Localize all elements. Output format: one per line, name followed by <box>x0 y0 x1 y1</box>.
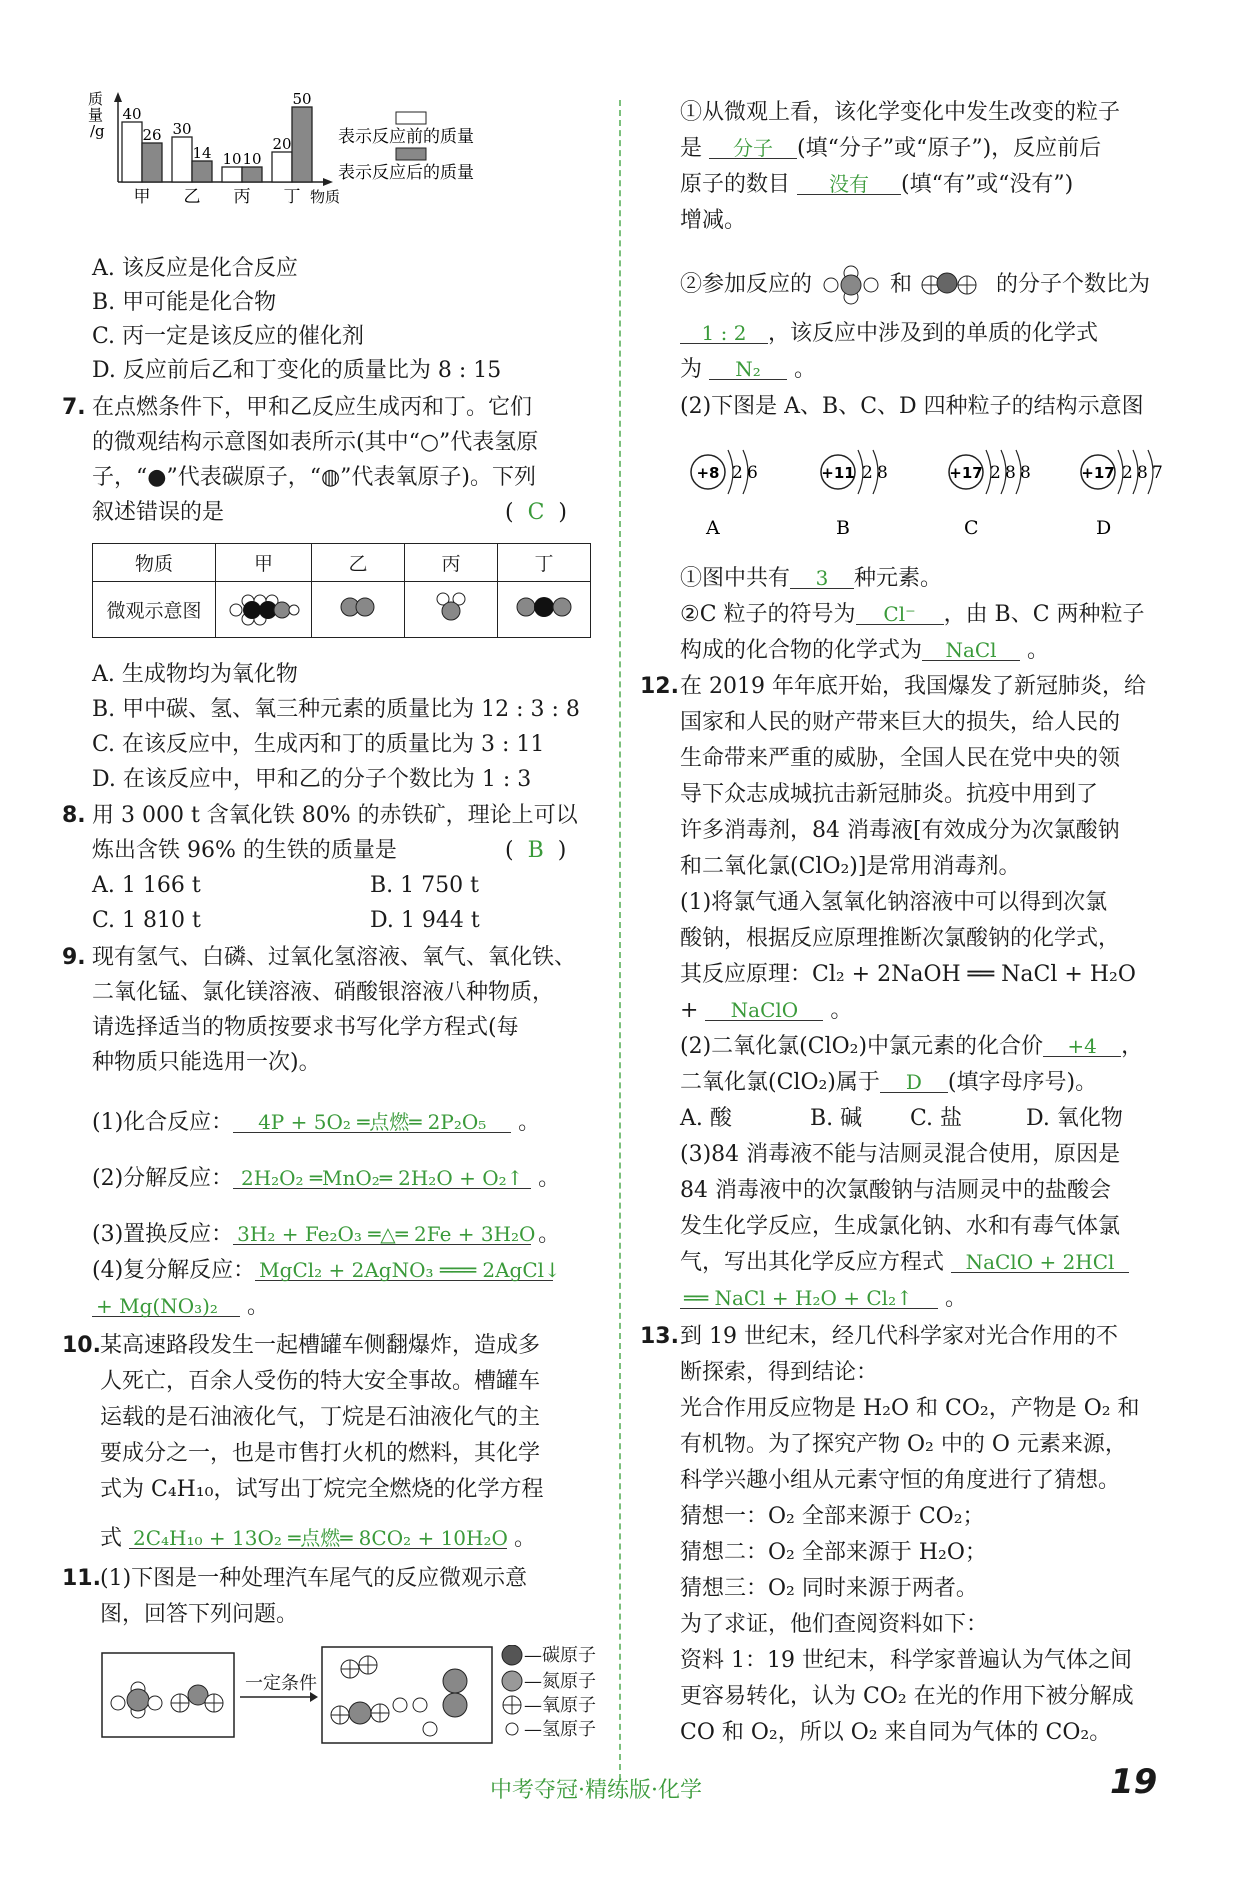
q12-line: (1)将氯气通入氢氧化钠溶液中可以得到次氯 <box>680 890 1108 915</box>
q11-ans-symbol: Cl⁻ <box>856 604 944 625</box>
q10-line: 某高速路段发生一起槽罐车侧翻爆炸，造成多 <box>100 1333 541 1358</box>
q9-answer-3: 3H₂ + Fe₂O₃ ═△═ 2Fe + 3H₂O <box>233 1224 531 1245</box>
electron-count: 2 <box>1122 463 1133 483</box>
q11-s2-line2: 构成的化合物的化学式为 NaCl 。 <box>680 638 1050 663</box>
q13-line: 光合作用反应物是 H₂O 和 CO₂，产物是 O₂ 和 <box>680 1396 1140 1421</box>
column-divider <box>619 100 621 1780</box>
q12-p3-line: 发生化学反应，生成氯化钠、水和有毒气体氯 <box>680 1214 1121 1239</box>
legend-after: 表示反应后的质量 <box>338 163 474 183</box>
q11-reaction-diagram <box>100 1645 600 1765</box>
legend-nitrogen: —氮原子 <box>524 1671 596 1692</box>
q8-option-a: A. 1 166 t <box>92 873 201 898</box>
table-header: 乙 <box>312 544 405 582</box>
data-label-before: 10 <box>222 150 242 168</box>
molecule-ding <box>498 582 591 638</box>
q11-line: 图，回答下列问题。 <box>100 1602 299 1627</box>
data-label-before: 40 <box>122 105 142 123</box>
category-label: 丁 <box>283 187 301 207</box>
q11-s1: ①图中共有 3 种元素。 <box>680 566 943 591</box>
q12-ans-valence: +4 <box>1043 1036 1121 1057</box>
q9-answer-2: 2H₂O₂ ═MnO₂═ 2H₂O + O₂↑ <box>233 1168 531 1189</box>
q12-line: 其反应原理：Cl₂ + 2NaOH ══ NaCl + H₂O <box>680 962 1136 987</box>
q12-p3-answer-line2: ══ NaCl + H₂O + Cl₂↑ 。 <box>680 1288 967 1310</box>
q7-option-a: A. 生成物均为氧化物 <box>92 662 298 687</box>
category-label: 甲 <box>133 187 151 207</box>
y-axis-label: 质 <box>88 90 104 108</box>
q11-p2-line: ②参加反应的 和 的分子个数比为 <box>680 265 1150 305</box>
legend-oxygen: —氧原子 <box>524 1695 596 1716</box>
q8-line: 炼出含铁 96% 的生铁的质量是 <box>92 838 397 863</box>
bar-before <box>122 122 142 182</box>
electron-count: 2 <box>990 463 1001 483</box>
data-label-after: 50 <box>292 90 312 108</box>
q9-line: 种物质只能选用一次)。 <box>92 1050 321 1075</box>
q10-line: 运载的是石油液化气，丁烷是石油液化气的主 <box>100 1405 541 1430</box>
q12-line: 酸钠，根据反应原理推断次氯酸钠的化学式， <box>680 926 1121 951</box>
q11-s2: ②C 粒子的符号为 Cl⁻ ，由 B、C 两种粒子 <box>680 602 1145 627</box>
q12-p3-last: 气，写出其化学反应方程式 NaClO + 2HCl <box>680 1252 1129 1274</box>
q8-number: 8. <box>62 803 86 828</box>
q11-p1-line4: 增减。 <box>680 208 747 233</box>
bar-before <box>272 152 292 182</box>
page-number: 19 <box>1110 1762 1158 1802</box>
q11-line: (1)下图是一种处理汽车尾气的反应微观示意 <box>100 1566 528 1591</box>
q9-item-3: (3)置换反应： 3H₂ + Fe₂O₃ ═△═ 2Fe + 3H₂O 。 <box>92 1222 561 1247</box>
q13-number: 13. <box>640 1324 679 1349</box>
q8-option-c: C. 1 810 t <box>92 908 201 933</box>
molecule-yi <box>312 582 405 638</box>
q12-ans-equation-1: NaClO + 2HCl <box>951 1252 1129 1273</box>
atom-structure-diagram <box>680 430 1200 540</box>
q13-line: CO 和 O₂，所以 O₂ 来自同为气体的 CO₂。 <box>680 1720 1112 1745</box>
nucleus-charge: +8 <box>696 464 720 482</box>
nucleus-charge: +17 <box>1081 464 1115 482</box>
table-header: 丙 <box>405 544 498 582</box>
bar-before <box>222 167 242 182</box>
table-header: 丁 <box>498 544 591 582</box>
electron-count: 8 <box>1137 463 1148 483</box>
nucleus-charge: +11 <box>821 464 855 482</box>
q13-line: 有机物。为了探究产物 O₂ 中的 O 元素来源， <box>680 1432 1127 1457</box>
q10-answer-line: 式 2C₄H₁₀ + 13O₂ ═点燃═ 8CO₂ + 10H₂O 。 <box>100 1526 537 1551</box>
legend-swatch-after <box>396 148 426 160</box>
q10-line: 式为 C₄H₁₀，试写出丁烷完全燃烧的化学方程 <box>100 1477 544 1502</box>
q8-option-b: B. 1 750 t <box>370 873 479 898</box>
q7-option-d: D. 在该反应中，甲和乙的分子个数比为 1 : 3 <box>92 767 532 792</box>
q7-option-b: B. 甲中碳、氢、氧三种元素的质量比为 12 : 3 : 8 <box>92 697 580 722</box>
q13-line: 猜想三：O₂ 同时来源于两者。 <box>680 1576 978 1601</box>
q7-line: 的微观结构示意图如表所示(其中“○”代表氢原 <box>92 430 539 455</box>
q11-p1-line3: 原子的数目 没有 (填“有”或“没有”) <box>680 172 1074 197</box>
q11-ans-count: 没有 <box>797 174 901 195</box>
q13-line: 更容易转化，认为 CO₂ 在光的作用下被分解成 <box>680 1684 1134 1709</box>
bar-after <box>142 143 162 182</box>
category-label: 乙 <box>183 187 201 207</box>
bar-before <box>172 137 192 182</box>
q6-option-a: A. 该反应是化合反应 <box>92 256 298 281</box>
electron-count: 8 <box>877 463 888 483</box>
table-row-label: 微观示意图 <box>93 582 216 638</box>
q6-option-c: C. 丙一定是该反应的催化剂 <box>92 324 365 349</box>
atom-label: B <box>836 517 850 539</box>
q6-option-b: B. 甲可能是化合物 <box>92 290 277 315</box>
q11-part2: (2)下图是 A、B、C、D 四种粒子的结构示意图 <box>680 394 1144 419</box>
q7-option-c: C. 在该反应中，生成丙和丁的质量比为 3 : 11 <box>92 732 545 757</box>
data-label-before: 30 <box>172 120 192 138</box>
q12-p2: (2)二氧化氯(ClO₂)中氯元素的化合价 +4 ， <box>680 1034 1144 1059</box>
bar-after <box>192 161 212 182</box>
q12-ans-naclo: NaClO <box>705 1000 823 1021</box>
q7-line: 叙述错误的是 <box>92 500 225 525</box>
q11-p2-line2: 1 : 2 ，该反应中涉及到的单质的化学式 <box>680 323 1098 345</box>
mass-bar-chart <box>80 90 600 240</box>
q12-option-a: A. 酸 <box>680 1106 732 1131</box>
q12-line: 生命带来严重的威胁，全国人民在党中央的领 <box>680 746 1121 771</box>
q11-p2-line3: 为 N₂ 。 <box>680 357 817 382</box>
q12-p2-line2: 二氧化氯(ClO₂)属于 D (填字母序号)。 <box>680 1070 1098 1095</box>
y-axis-label: 量 <box>88 106 104 124</box>
q9-line: 请选择适当的物质按要求书写化学方程式(每 <box>92 1015 519 1040</box>
q11-ans-ratio: 1 : 2 <box>680 323 768 344</box>
q8-answer-bracket: ( B ) <box>505 838 567 863</box>
q13-line: 资料 1：19 世纪末，科学家普遍认为气体之间 <box>680 1648 1132 1673</box>
x-axis-label: 物质 <box>310 188 341 206</box>
q7-number: 7. <box>62 395 86 420</box>
q11-ans-formula: NaCl <box>922 640 1020 661</box>
table-header: 物质 <box>93 544 216 582</box>
q12-line: 许多消毒剂，84 消毒液[有效成分为次氯酸钠 <box>680 818 1120 843</box>
q8-option-d: D. 1 944 t <box>370 908 480 933</box>
q13-line: 猜想一：O₂ 全部来源于 CO₂； <box>680 1504 985 1529</box>
x-axis-arrow <box>323 178 333 186</box>
q10-line: 要成分之一，也是市售打火机的燃料，其化学 <box>100 1441 541 1466</box>
table-header: 甲 <box>216 544 312 582</box>
category-label: 丙 <box>233 187 251 207</box>
electron-count: 8 <box>1020 463 1031 483</box>
legend-swatch-before <box>396 112 426 124</box>
q11-p1-line: ①从微观上看，该化学变化中发生改变的粒子 <box>680 100 1121 125</box>
q9-item-4: (4)复分解反应： MgCl₂ + 2AgNO₃ ═══ 2AgCl↓ <box>92 1258 561 1283</box>
q12-line: 在 2019 年年底开始，我国爆发了新冠肺炎，给 <box>680 674 1146 699</box>
legend-carbon: —碳原子 <box>524 1645 596 1666</box>
q12-line: 导下众志成城抗击新冠肺炎。抗疫中用到了 <box>680 782 1099 807</box>
bar-after <box>242 167 262 182</box>
data-label-after: 14 <box>192 144 212 162</box>
q8-answer: B <box>527 838 544 863</box>
q7-answer: C <box>527 500 545 525</box>
q12-line: 和二氧化氯(ClO₂)]是常用消毒剂。 <box>680 854 1021 879</box>
q11-p1-line2: 是 分子 (填“分子”或“原子”)，反应前后 <box>680 136 1102 161</box>
electron-count: 8 <box>1005 463 1016 483</box>
q7-line: 子，“●”代表碳原子，“◍”代表氧原子)。下列 <box>92 465 536 490</box>
q9-line: 现有氢气、白磷、过氧化氢溶液、氧气、氧化铁、 <box>92 945 577 970</box>
arrow-label: 一定条件 <box>245 1673 317 1694</box>
q13-line: 到 19 世纪末，经几代科学家对光合作用的不 <box>680 1324 1118 1349</box>
data-label-after: 10 <box>242 150 262 168</box>
q12-option-d: D. 氧化物 <box>1026 1106 1123 1131</box>
q11-number: 11. <box>62 1566 101 1591</box>
q9-line: 二氧化锰、氯化镁溶液、硝酸银溶液八种物质， <box>92 980 555 1005</box>
q12-ans-equation-2: ══ NaCl + H₂O + Cl₂↑ <box>680 1288 938 1309</box>
footer-series: 中考夺冠·精练版·化学 <box>490 1778 702 1803</box>
atom-label: D <box>1096 517 1112 539</box>
q12-p3-line: 84 消毒液中的次氯酸钠与洁厕灵中的盐酸会 <box>680 1178 1111 1203</box>
molecule-bing <box>405 582 498 638</box>
q11-ans-molecule: 分子 <box>709 138 797 159</box>
q13-line: 为了求证，他们查阅资料如下： <box>680 1612 989 1637</box>
electron-count: 2 <box>862 463 873 483</box>
q9-item-2: (2)分解反应： 2H₂O₂ ═MnO₂═ 2H₂O + O₂↑ 。 <box>92 1166 561 1191</box>
q12-p3-line: (3)84 消毒液不能与洁厕灵混合使用，原因是 <box>680 1142 1121 1167</box>
atom-label: C <box>964 517 979 539</box>
data-label-before: 20 <box>272 135 292 153</box>
q13-line: 科学兴趣小组从元素守恒的角度进行了猜想。 <box>680 1468 1121 1493</box>
q11-ans-element: N₂ <box>709 359 787 380</box>
q9-number: 9. <box>62 945 86 970</box>
molecule-jia <box>216 582 312 638</box>
q13-line: 猜想二：O₂ 全部来源于 H₂O； <box>680 1540 987 1565</box>
q10-number: 10. <box>62 1333 101 1358</box>
q9-item-4-cont: + Mg(NO₃)₂ 。 <box>92 1296 269 1318</box>
atom-label: A <box>706 517 720 539</box>
q12-line: 国家和人民的财产带来巨大的损失，给人民的 <box>680 710 1121 735</box>
legend-hydrogen: —氢原子 <box>524 1719 596 1740</box>
q12-number: 12. <box>640 674 679 699</box>
molecule-reactant-2 <box>919 270 989 300</box>
q10-line: 人死亡，百余人受伤的特大安全事故。槽罐车 <box>100 1369 541 1394</box>
electron-count: 6 <box>747 463 758 483</box>
q7-line: 在点燃条件下，甲和乙反应生成丙和丁。它们 <box>92 395 533 420</box>
q7-molecule-table <box>92 543 591 638</box>
q9-item-1: (1)化合反应： 4P + 5O₂ ═点燃═ 2P₂O₅ 。 <box>92 1110 541 1135</box>
q11-ans-elements: 3 <box>790 568 854 589</box>
y-axis-arrow <box>114 92 122 102</box>
electron-count: 2 <box>732 463 743 483</box>
q9-answer-1: 4P + 5O₂ ═点燃═ 2P₂O₅ <box>233 1112 511 1133</box>
data-label-after: 26 <box>142 126 162 144</box>
q12-ans-category: D <box>880 1072 948 1093</box>
q12-option-c: C. 盐 <box>910 1106 963 1131</box>
q13-line: 断探索，得到结论： <box>680 1360 879 1385</box>
electron-count: 7 <box>1152 463 1163 483</box>
nucleus-charge: +17 <box>949 464 983 482</box>
legend-before: 表示反应前的质量 <box>338 127 474 147</box>
q9-answer-4: MgCl₂ + 2AgNO₃ ═══ 2AgCl↓ <box>255 1260 553 1281</box>
q12-p1-answer-line: + NaClO 。 <box>680 998 853 1023</box>
q7-answer-bracket: ( C ) <box>505 500 567 525</box>
q12-option-b: B. 碱 <box>810 1106 863 1131</box>
q8-line: 用 3 000 t 含氧化铁 80% 的赤铁矿，理论上可以 <box>92 803 578 828</box>
y-axis-label: /g <box>90 122 105 140</box>
bar-after <box>292 107 312 182</box>
molecule-reactant-1 <box>819 265 883 305</box>
q6-option-d: D. 反应前后乙和丁变化的质量比为 8 : 15 <box>92 358 502 383</box>
q10-answer: 2C₄H₁₀ + 13O₂ ═点燃═ 8CO₂ + 10H₂O <box>129 1528 507 1549</box>
